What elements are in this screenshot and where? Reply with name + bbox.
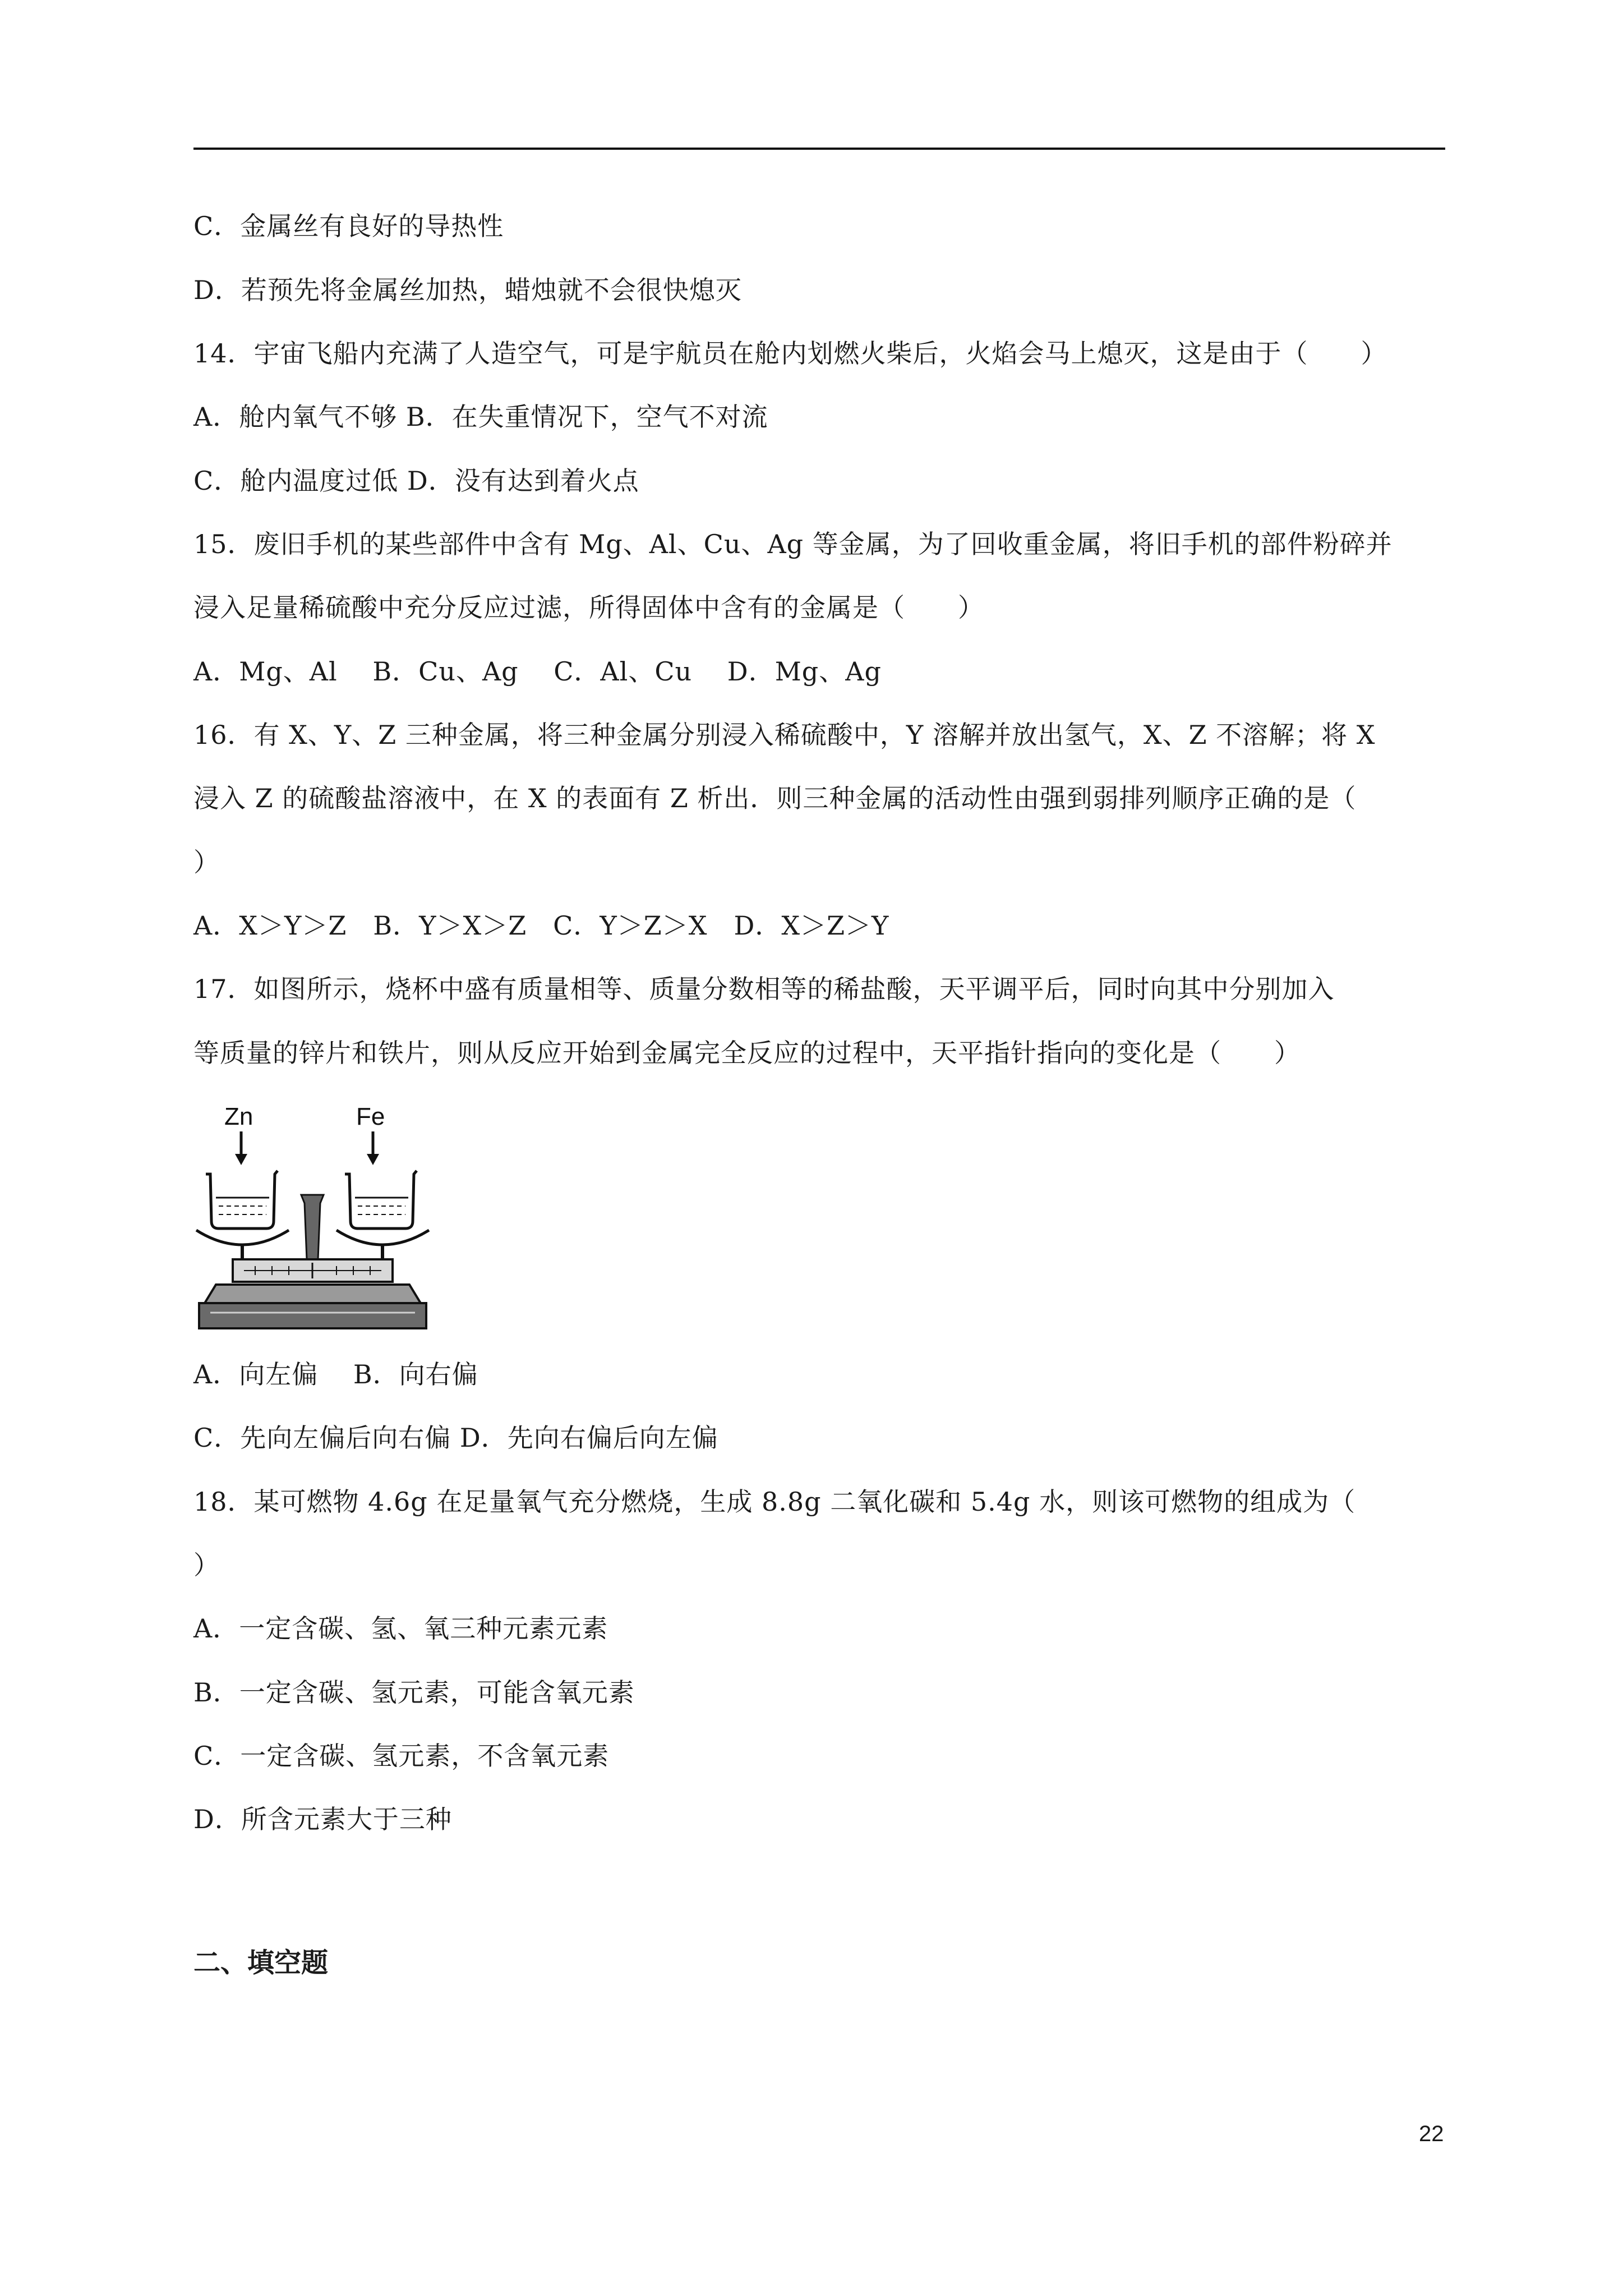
option-13c: C．金属丝有良好的导热性 xyxy=(193,211,504,241)
option-18b: B．一定含碳、氢元素，可能含氧元素 xyxy=(193,1677,635,1708)
header-rule xyxy=(193,148,1445,150)
page-number: 22 xyxy=(1419,2122,1444,2146)
section-title-fill-in: 二、填空题 xyxy=(193,1947,329,1978)
question-15-line2: 浸入足量稀硫酸中充分反应过滤，所得固体中含有的金属是（ ） xyxy=(193,592,984,623)
option-13d: D．若预先将金属丝加热，蜡烛就不会很快熄灭 xyxy=(193,275,742,305)
option-18d: D．所含元素大于三种 xyxy=(193,1804,452,1834)
fe-label: Fe xyxy=(356,1103,385,1130)
options-17-cd: C．先向左偏后向右偏 D．先向右偏后向左偏 xyxy=(193,1423,718,1453)
options-16: A．X＞Y＞Z B．Y＞X＞Z C．Y＞Z＞X D．X＞Z＞Y xyxy=(193,910,889,941)
option-18a: A．一定含碳、氢、氧三种元素元素 xyxy=(193,1613,608,1644)
question-16-line1: 16．有 X、Y、Z 三种金属，将三种金属分别浸入稀硫酸中，Y 溶解并放出氢气，X、Z 不溶解；将 X xyxy=(193,720,1376,750)
option-18c: C．一定含碳、氢元素，不含氧元素 xyxy=(193,1741,610,1771)
options-15: A．Mg、Al B．Cu、Ag C．Al、Cu D．Mg、Ag xyxy=(193,656,882,687)
question-18-line1: 18．某可燃物 4.6g 在足量氧气充分燃烧，生成 8.8g 二氧化碳和 5.4g 水，则该可燃物的组成为（ xyxy=(193,1487,1356,1517)
question-18-line2: ） xyxy=(193,1550,220,1580)
options-14-cd: C．舱内温度过低 D．没有达到着火点 xyxy=(193,466,639,496)
question-15-line1: 15．废旧手机的某些部件中含有 Mg、Al、Cu、Ag 等金属，为了回收重金属，将旧手机的部件粉碎并 xyxy=(193,529,1393,559)
options-14-ab: A．舱内氧气不够 B．在失重情况下，空气不对流 xyxy=(193,402,768,432)
question-14: 14．宇宙飞船内充满了人造空气，可是宇航员在舱内划燃火柴后，火焰会马上熄灭，这是由于（ ） xyxy=(193,338,1387,369)
options-17-ab: A．向左偏 B．向右偏 xyxy=(193,1359,478,1389)
zn-label: Zn xyxy=(224,1103,253,1130)
question-17-line2: 等质量的锌片和铁片，则从反应开始到金属完全反应的过程中，天平指针指向的变化是（ ） xyxy=(193,1038,1301,1068)
question-16-line2: 浸入 Z 的硫酸盐溶液中，在 X 的表面有 Z 析出．则三种金属的活动性由强到弱排列顺序正确的是（ xyxy=(193,783,1357,813)
question-17-line1: 17．如图所示，烧杯中盛有质量相等、质量分数相等的稀盐酸，天平调平后，同时向其中分别加入 xyxy=(193,974,1335,1004)
balance-figure xyxy=(193,1091,432,1332)
question-16-line3: ） xyxy=(193,847,220,877)
